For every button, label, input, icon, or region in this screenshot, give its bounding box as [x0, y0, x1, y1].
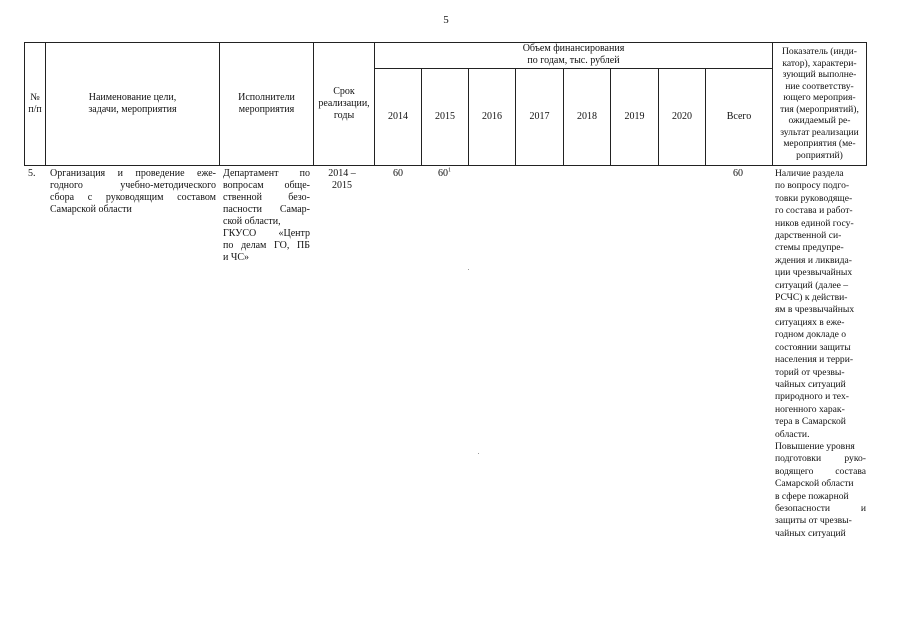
- indicator-a-1: Наличие раздела: [775, 168, 844, 179]
- row-name: [50, 168, 216, 216]
- row-name-line-1: Организация и проведение еже-: [50, 168, 216, 179]
- header-funding: Объем финансирования по годам, тыс. рублей: [522, 43, 625, 66]
- header-executors: Исполнители мероприятия: [238, 91, 295, 115]
- row-term-line-2: 2015: [332, 180, 352, 191]
- row-value-2014: 60: [393, 168, 403, 179]
- indicator-a-8: ждения и ликвида-: [775, 254, 852, 266]
- indicator-b-2: подготовки руко-: [775, 453, 866, 465]
- indicator-a-18: чайных ситуаций: [775, 378, 846, 390]
- indicator-b-8: чайных ситуаций: [775, 527, 846, 539]
- row-name-line-4: Самарской области: [50, 204, 132, 215]
- indicator-a-10: ситуаций (далее –: [775, 279, 849, 291]
- row-term-line-1: 2014 –: [328, 168, 356, 179]
- row-name-line-3: сбора с руководящим составом: [50, 192, 216, 203]
- header-num: № п/п: [28, 91, 42, 115]
- row-executor-line-7: по делам ГО, ПБ: [223, 240, 310, 251]
- indicator-a-20: ногенного харак-: [775, 403, 845, 415]
- header-name: Наименование цели, задачи, мероприятия: [88, 91, 177, 115]
- indicator-b-4: Самарской области: [775, 478, 854, 490]
- indicator-a-6: дарственной си-: [775, 230, 842, 242]
- header-year-2019: 2019: [624, 111, 645, 122]
- header-term: Срок реализации, годы: [318, 85, 370, 121]
- indicator-a-5: ников единой госу-: [775, 217, 854, 229]
- page-number: 5: [443, 14, 449, 26]
- row-executors: [223, 168, 310, 264]
- row-executor-line-4: пасности Самар-: [223, 204, 310, 215]
- indicator-a-22: области.: [775, 428, 810, 440]
- indicator-b-6: безопасности и: [775, 502, 866, 514]
- row-num: 5.: [28, 168, 36, 179]
- row-value-2015-footnote: 1: [448, 167, 451, 174]
- header-indicator: Показатель (инди- катор), характери- зующий выполне- ние соответству- ющего мероприя- тия (мероприятий), ожидаемый ре- зультат реализации мероприятия (ме- роприятий): [780, 46, 859, 161]
- header-year-2014: 2014: [388, 111, 408, 122]
- indicator-a-7: стемы предупре-: [775, 242, 844, 254]
- indicator-a-16: населения и терри-: [775, 354, 854, 366]
- indicator-a-12: ям в чрезвычайных: [775, 304, 855, 316]
- header-year-2020: 2020: [672, 111, 692, 122]
- header-year-2015: 2015: [435, 111, 455, 122]
- indicator-a-13: ситуациях в еже-: [775, 316, 845, 328]
- row-value-2015: [438, 168, 468, 180]
- indicator-a-19: природного и тех-: [775, 391, 849, 403]
- indicator-a-4: го состава и работ-: [775, 205, 853, 217]
- indicator-b-3: водящего состава: [775, 465, 866, 477]
- row-indicator: [775, 168, 866, 540]
- row-executor-line-5: ской области,: [223, 216, 281, 227]
- header-year-2016: 2016: [482, 111, 502, 122]
- indicator-b-5: в сфере пожарной: [775, 490, 849, 502]
- header-year-2017: 2017: [529, 111, 550, 122]
- indicator-a-2: по вопросу подго-: [775, 180, 850, 192]
- indicator-a-3: товки руководяще-: [775, 192, 853, 204]
- indicator-a-14: годном докладе о: [775, 329, 847, 341]
- row-value-2015-number: 60: [438, 168, 448, 179]
- row-executor-line-1: Департамент по: [223, 168, 310, 179]
- row-executor-line-8: и ЧС»: [223, 252, 250, 263]
- indicator-b-7: защиты от чрезвы-: [775, 515, 852, 527]
- indicator-b-1: Повышение уровня: [775, 440, 855, 452]
- row-value-total: 60: [733, 168, 743, 179]
- row-name-line-2: годного учебно-методического: [50, 180, 216, 191]
- header-bottom-border: [24, 165, 867, 166]
- scan-speck: [478, 453, 479, 454]
- indicator-a-11: РСЧС) к действи-: [775, 292, 848, 304]
- row-executor-line-3: ственной безо-: [223, 192, 310, 203]
- row-executor-line-2: вопросам обще-: [223, 180, 310, 191]
- indicator-a-21: тера в Самарской: [775, 416, 846, 428]
- table-right-border: [866, 42, 867, 166]
- program-table: [24, 42, 867, 166]
- header-year-2018: 2018: [577, 111, 597, 122]
- indicator-a-9: ции чрезвычайных: [775, 267, 853, 279]
- row-executor-line-6: ГКУСО «Центр: [223, 228, 310, 239]
- header-total: Всего: [726, 111, 752, 122]
- row-term: [316, 168, 368, 192]
- indicator-a-15: состоянии защиты: [775, 341, 851, 353]
- scan-speck: [468, 269, 469, 270]
- indicator-a-17: торий от чрезвы-: [775, 366, 845, 378]
